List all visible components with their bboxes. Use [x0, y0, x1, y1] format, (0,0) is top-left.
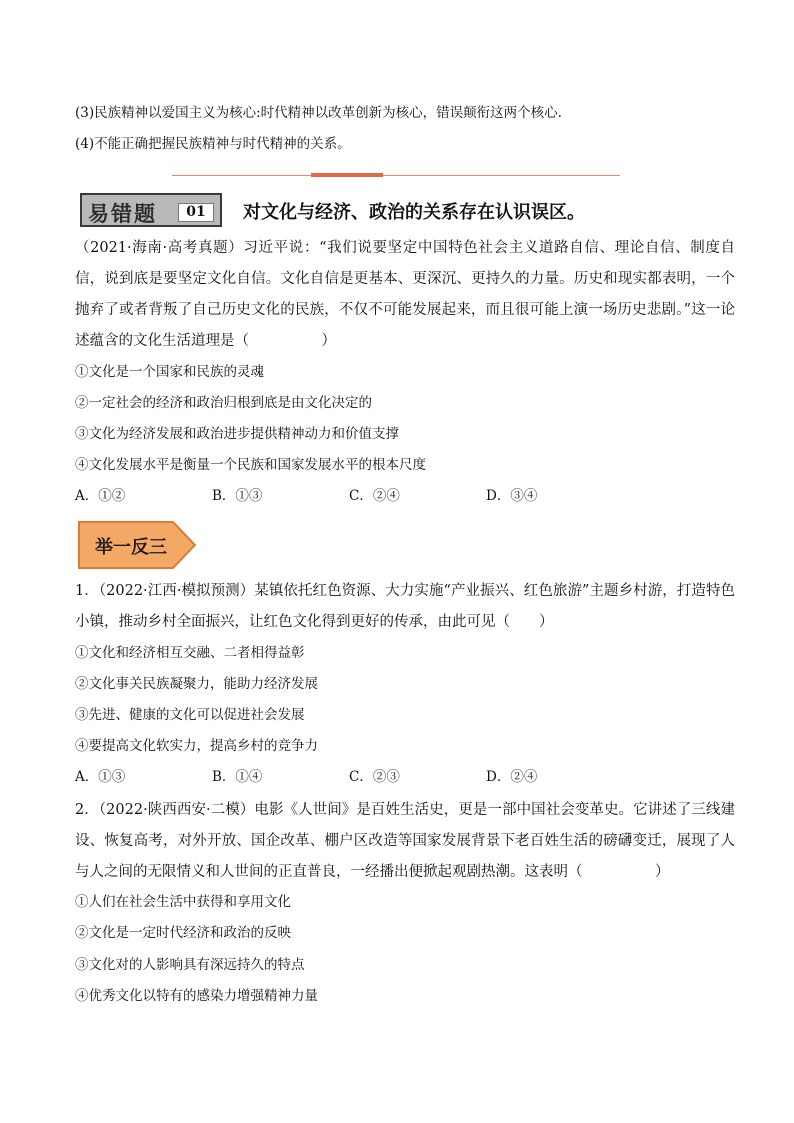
question-1-item-1: ①文化和经济相互交融、二者相得益彰: [75, 645, 305, 661]
practice-badge-label: 举一反三: [95, 537, 167, 558]
question-2-item-1: ①人们在社会生活中获得和享用文化: [75, 894, 291, 910]
example-question-stem: （2021·海南·高考真题）习近平说：“我们说要坚定中国特色社会主义道路自信、理论自信、制度自信，说到底是要坚定文化自信。文化自信是更基本、更深沉、更持久的力量。历史和现实都表明，一个抛弃了或者背叛了自己历史文化的民族，不仅不可能发展起来，而且很可能上演一场历史悲剧。”这一论述蕴含的文化生活道理是（ ）: [75, 240, 735, 349]
question-1-item-2: ②文化事关民族凝聚力，能助力经济发展: [75, 676, 318, 692]
example-item-2: ②一定社会的经济和政治归根到底是由文化决定的: [75, 395, 372, 411]
option-b[interactable]: B．①④: [212, 769, 263, 785]
intro-point-4: (4)不能正确把握民族精神与时代精神的关系。: [75, 136, 351, 152]
option-a[interactable]: A．①②: [75, 488, 126, 504]
option-d[interactable]: D．③④: [486, 488, 538, 504]
option-a[interactable]: A．①③: [75, 769, 126, 785]
question-2-stem: 2．（2022·陕西西安·二模）电影《人世间》是百姓生活史，更是一部中国社会变革史。它讲述了三线建设、恢复高考，对外开放、国企改革、棚户区改造等国家发展背景下老百姓生活的磅礴变迁，展现了人与人之间的无限情义和人世间的正直普良，一经播出便掀起观剧热潮。这表明（ ）: [75, 802, 735, 880]
option-c[interactable]: C．②④: [349, 488, 400, 504]
intro-point-3: (3)民族精神以爱国主义为核心:时代精神以改革创新为核心，错误颠衔这两个核心.: [75, 105, 562, 121]
error-prone-tag-label: 易错题: [88, 201, 157, 226]
example-item-1: ①文化是一个国家和民族的灵魂: [75, 364, 264, 380]
question-1-item-3: ③先进、健康的文化可以促进社会发展: [75, 707, 305, 723]
question-1-item-4: ④要提高文化软实力，提高乡村的竞争力: [75, 738, 318, 754]
option-b[interactable]: B．①③: [212, 488, 263, 504]
section-divider-accent: [311, 173, 383, 177]
example-item-4: ④文化发展水平是衡量一个民族和国家发展水平的根本尺度: [75, 457, 426, 473]
question-2-item-4: ④优秀文化以特有的感染力增强精神力量: [75, 988, 318, 1004]
section-divider: [172, 175, 620, 176]
question-1-stem: 1．（2022·江西·模拟预测）某镇依托红色资源、大力实施“产业振兴、红色旅游”主题乡村游，打造特色小镇，推动乡村全面振兴，让红色文化得到更好的传承，由此可见（ ）: [75, 583, 735, 630]
option-d[interactable]: D．②④: [486, 769, 538, 785]
section-title: 对文化与经济、政治的关系存在认识误区。: [243, 202, 585, 223]
option-c[interactable]: C．②③: [349, 769, 400, 785]
example-item-3: ③文化为经济发展和政治进步提供精神动力和价值支撑: [75, 426, 399, 442]
error-prone-tag-number: 01: [178, 203, 214, 222]
error-prone-tag: [80, 193, 222, 227]
question-2-item-2: ②文化是一定时代经济和政治的反映: [75, 925, 291, 941]
question-2-item-3: ③文化对的人影响具有深远持久的特点: [75, 957, 305, 973]
